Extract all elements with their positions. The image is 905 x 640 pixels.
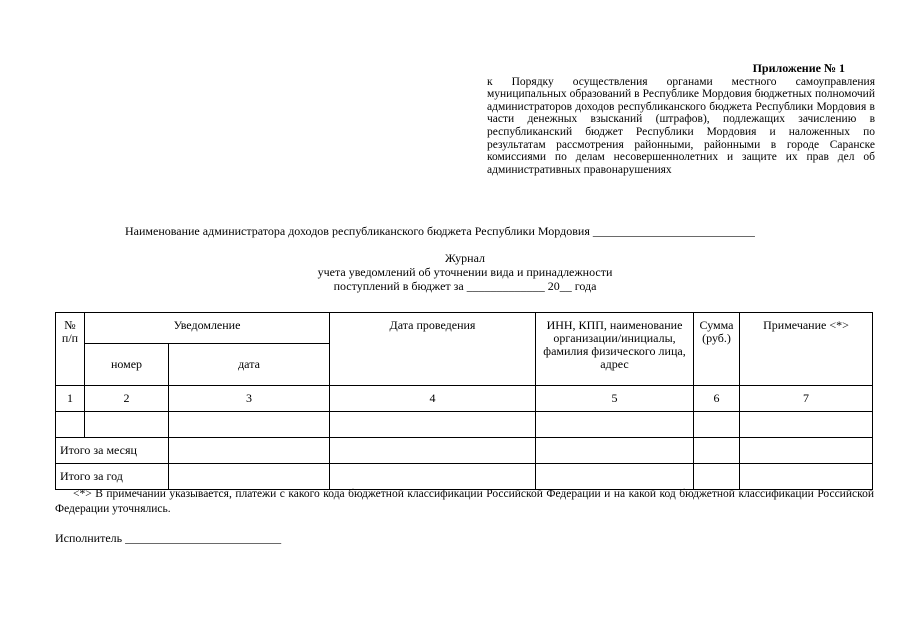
appendix-block (487, 62, 875, 176)
journal-subtitle-line1: учета уведомлений об уточнении вида и принадлежности (317, 265, 613, 279)
header-date-held: Дата проведения (330, 313, 536, 386)
table-cell (330, 464, 536, 490)
table-cell (330, 412, 536, 438)
table-cell (169, 412, 330, 438)
table-cell (169, 464, 330, 490)
footnote: <*> В примечании указывается, платежи с какого кода бюджетной классификации Российской Федерации и на какой код бюджетной классификации Российской Федерации уточнялись. (55, 488, 874, 515)
header-sum: Сумма (руб.) (694, 313, 740, 386)
table-cell (740, 438, 873, 464)
journal-subtitle-line2: поступлений в бюджет за _____________ 20__ года (333, 279, 597, 293)
journal-table (55, 312, 873, 490)
column-number-row (56, 386, 873, 412)
header-notice-number: номер (85, 344, 169, 386)
table-cell (169, 438, 330, 464)
table-cell (330, 438, 536, 464)
table-row (56, 412, 873, 438)
total-month-label: Итого за месяц (56, 438, 169, 464)
appendix-title: Приложение № 1 (752, 61, 845, 75)
table-cell (740, 464, 873, 490)
header-note: Примечание <*> (740, 313, 873, 386)
administrator-name-line: Наименование администратора доходов республиканского бюджета Республики Мордовия ___________________________ (125, 224, 755, 238)
total-month-row (56, 438, 873, 464)
column-number: 2 (85, 386, 169, 412)
table-cell (536, 412, 694, 438)
table-cell (694, 438, 740, 464)
table-cell (694, 412, 740, 438)
column-number: 4 (330, 386, 536, 412)
table-cell (56, 412, 85, 438)
column-number: 5 (536, 386, 694, 412)
total-year-label: Итого за год (56, 464, 169, 490)
header-notice-date: дата (169, 344, 330, 386)
executor-line: Исполнитель __________________________ (55, 531, 282, 545)
table-cell (694, 464, 740, 490)
column-number: 7 (740, 386, 873, 412)
journal-heading (300, 251, 630, 293)
table-cell (85, 412, 169, 438)
journal-title: Журнал (444, 251, 485, 265)
column-number: 3 (169, 386, 330, 412)
table-cell (536, 438, 694, 464)
column-number: 1 (56, 386, 85, 412)
table-cell (740, 412, 873, 438)
header-notice: Уведомление (85, 313, 330, 344)
total-year-row (56, 464, 873, 490)
table-header-row (56, 313, 873, 344)
table-cell (536, 464, 694, 490)
appendix-text: к Порядку осуществления органами местного самоуправления муниципальных образований в Республике Мордовия бюджетных полномочий администраторов доходов республиканского бюджета Республики Мордовия в части денежных взысканий (штрафов), подлежащих зачислению в республиканский бюджет Республики Мордовия и наложенных по результатам рассмотрения районными, районными в городе Саранске комиссиями по делам несовершеннолетних и защите их прав дел об административных правонарушениях (487, 75, 875, 176)
column-number: 6 (694, 386, 740, 412)
header-inn: ИНН, КПП, наименование организации/инициалы, фамилия физического лица, адрес (536, 313, 694, 386)
header-num: № п/п (56, 313, 85, 386)
